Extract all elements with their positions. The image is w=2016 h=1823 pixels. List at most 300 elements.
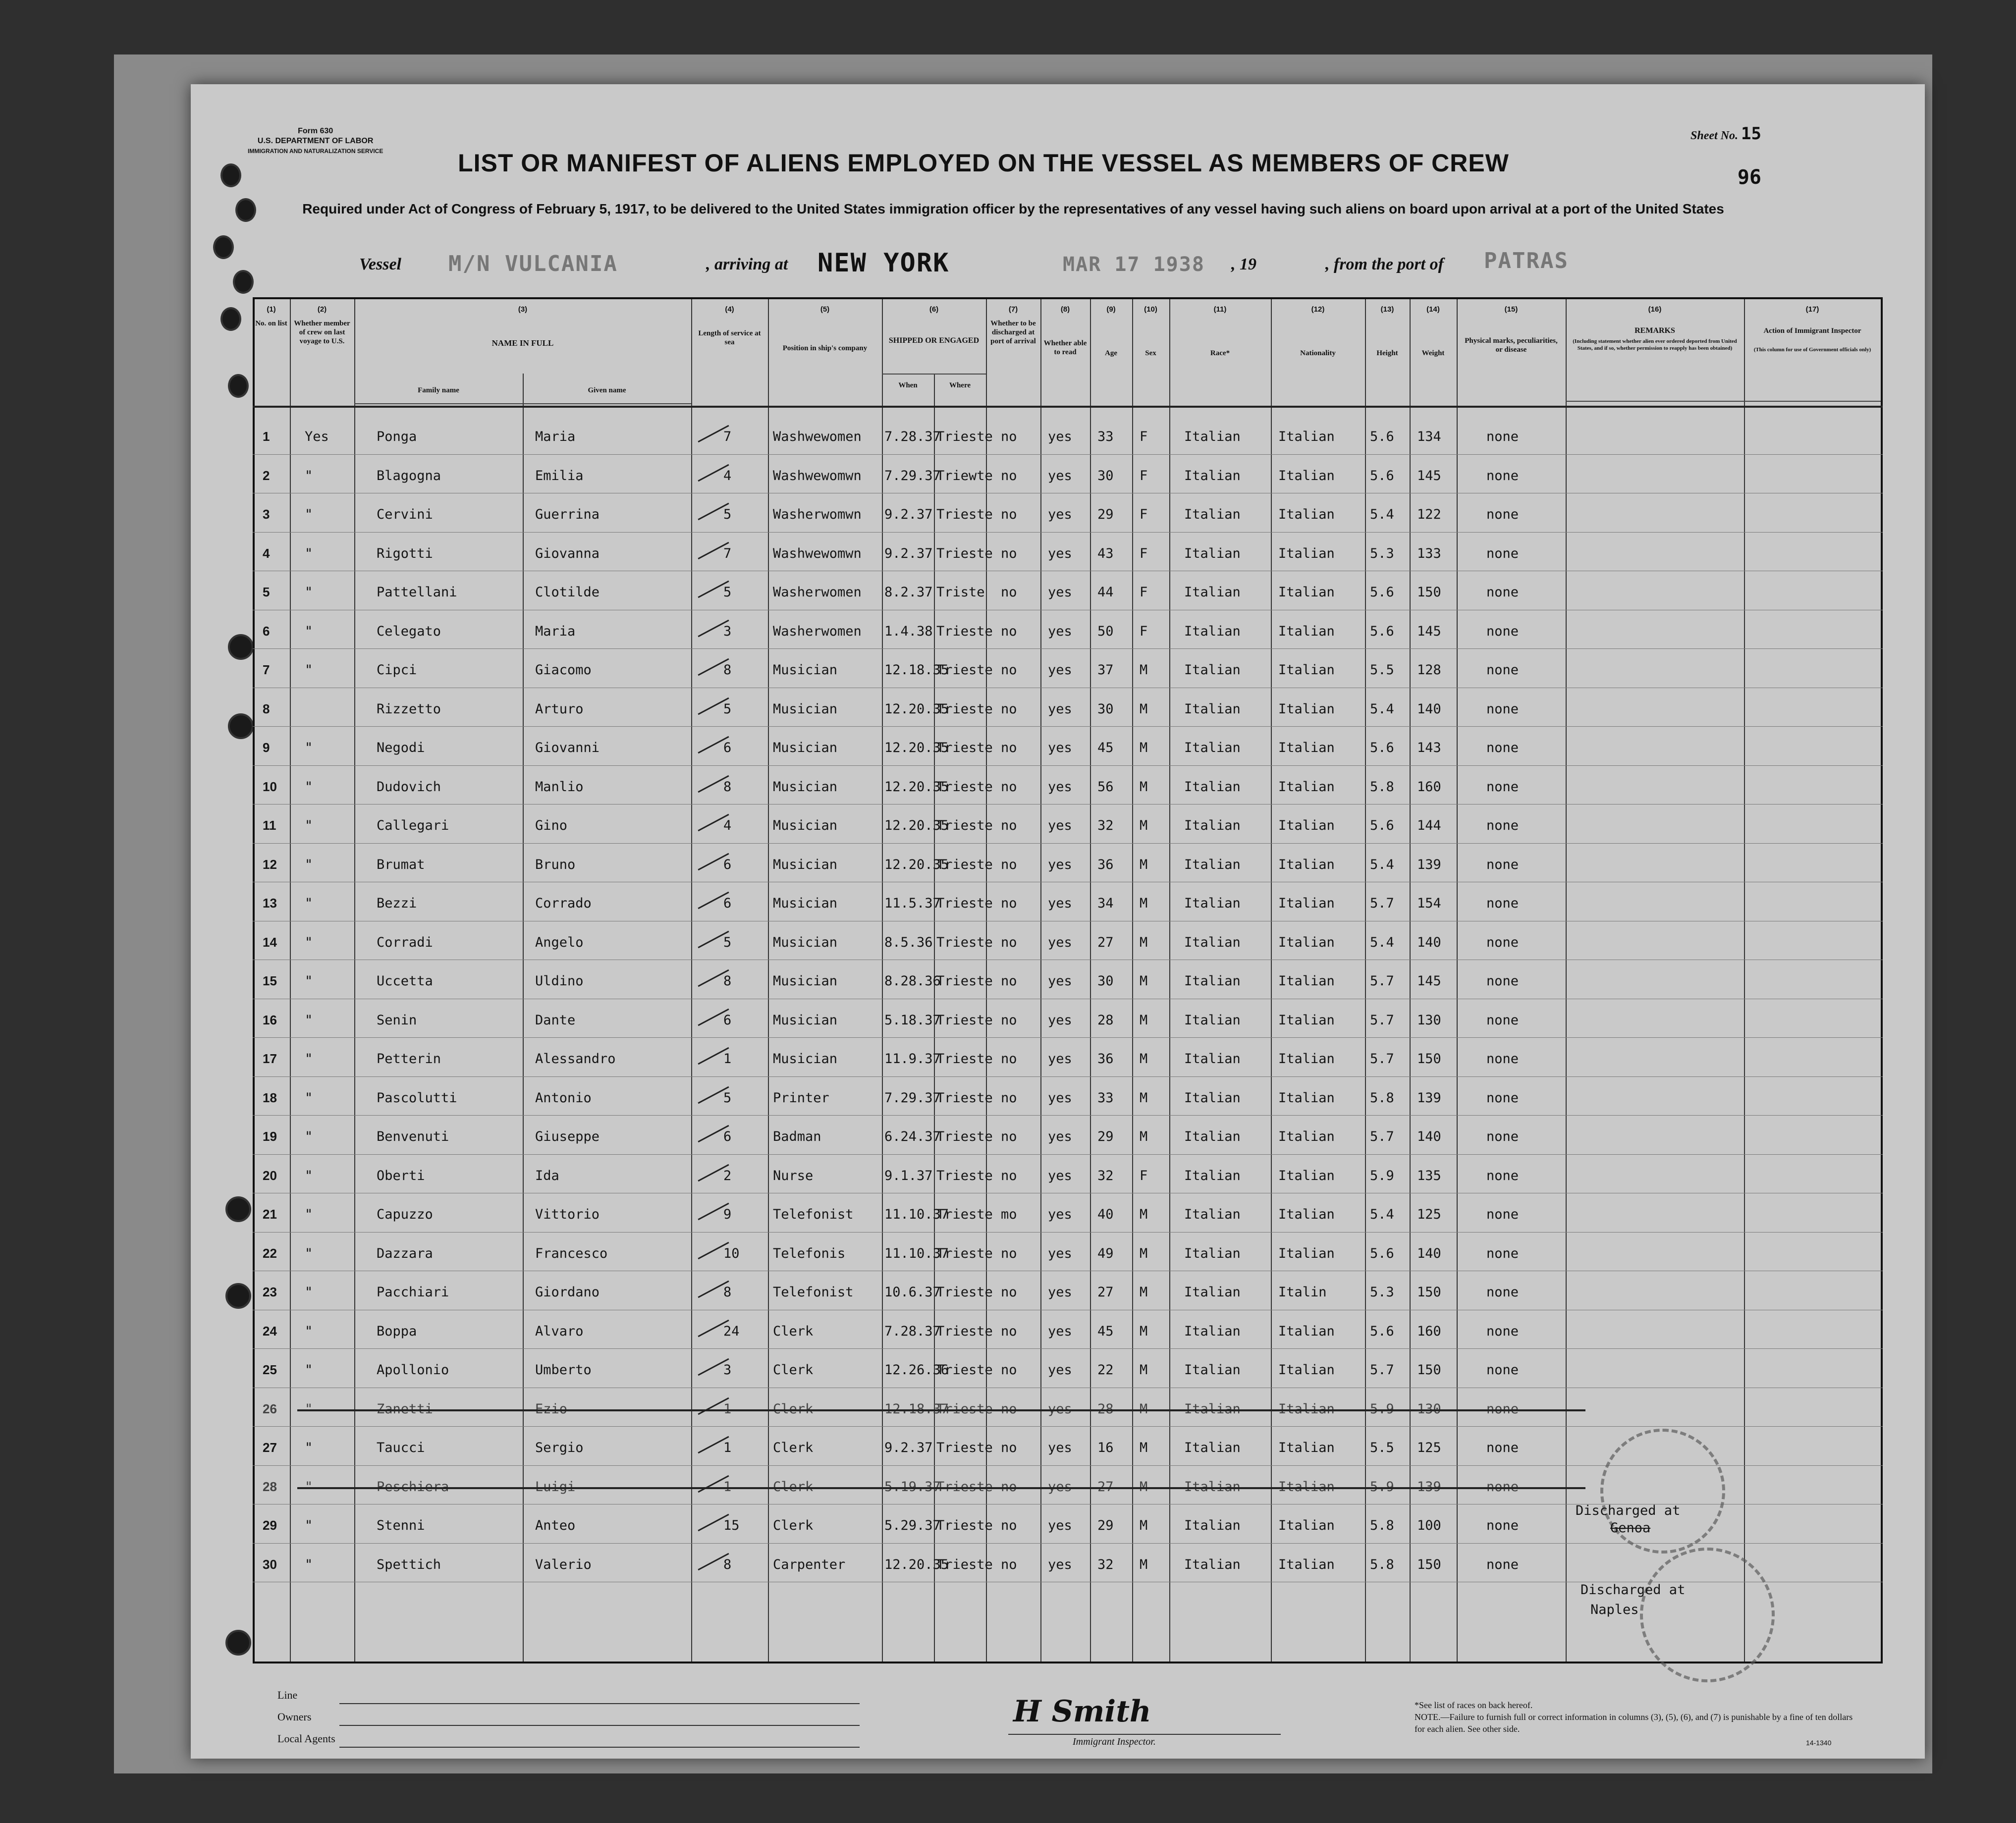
- sheet-number-value: 15: [1741, 124, 1761, 144]
- cell-prev: ": [305, 1362, 313, 1378]
- cell-given: Antonio: [535, 1090, 592, 1106]
- cell-disch: no: [1001, 507, 1017, 522]
- row-rule: [253, 1348, 1883, 1349]
- cell-where: Triewte: [936, 468, 993, 483]
- cell-marks: none: [1486, 1168, 1519, 1183]
- cell-age: 22: [1097, 1362, 1114, 1378]
- cell-marks: none: [1486, 973, 1519, 989]
- cell-given: Alvaro: [535, 1323, 584, 1339]
- cell-service: 4: [723, 468, 732, 483]
- cell-no: 11: [263, 818, 276, 833]
- cell-position: Clerk: [773, 1362, 814, 1378]
- cell-race: Italian: [1184, 1285, 1241, 1300]
- cell-when: 5.29.37: [884, 1518, 941, 1533]
- cell-prev: ": [305, 934, 313, 950]
- cell-disch: no: [1001, 1285, 1017, 1300]
- cell-nat: Italian: [1278, 662, 1335, 678]
- cell-when: 12.18.35: [884, 662, 949, 678]
- cell-sex: M: [1140, 1556, 1148, 1572]
- cell-height: 5.8: [1370, 1090, 1394, 1106]
- cell-weight: 150: [1417, 1285, 1441, 1300]
- cell-prev: ": [305, 818, 313, 833]
- cell-weight: 100: [1417, 1518, 1441, 1533]
- cell-race: Italian: [1184, 934, 1241, 950]
- footer-rule: [339, 1725, 860, 1726]
- cell-read: yes: [1048, 818, 1072, 833]
- cell-height: 5.7: [1370, 1362, 1394, 1378]
- cell-disch: no: [1001, 818, 1017, 833]
- cell-no: 8: [263, 701, 270, 716]
- cell-prev: ": [305, 507, 313, 522]
- cell-height: 5.8: [1370, 1518, 1394, 1533]
- cell-nat: Italian: [1278, 973, 1335, 989]
- cell-nat: Italian: [1278, 1090, 1335, 1106]
- row-rule: [253, 454, 1883, 455]
- cell-read: yes: [1048, 740, 1072, 755]
- cell-service: 8: [723, 1285, 732, 1300]
- cell-weight: 125: [1417, 1207, 1441, 1222]
- row-rule: [253, 648, 1883, 649]
- cell-family: Senin: [377, 1012, 417, 1028]
- arriving-port: NEW YORK: [817, 248, 950, 278]
- cell-prev: ": [305, 1440, 313, 1455]
- header-family-name: Family name: [418, 386, 459, 394]
- row-rule: [253, 1037, 1883, 1038]
- cell-when: 12.20.35: [884, 779, 949, 795]
- cell-marks: none: [1486, 1051, 1519, 1067]
- cell-race: Italian: [1184, 973, 1241, 989]
- cell-race: Italian: [1184, 1207, 1241, 1222]
- cell-height: 5.3: [1370, 545, 1394, 561]
- cell-height: 5.6: [1370, 623, 1394, 639]
- cell-where: Trieste: [936, 623, 993, 639]
- cell-height: 5.6: [1370, 429, 1394, 444]
- footer-owners-label: Owners: [277, 1711, 312, 1723]
- cell-age: 29: [1097, 1129, 1114, 1144]
- cell-marks: none: [1486, 1129, 1519, 1144]
- cell-read: yes: [1048, 973, 1072, 989]
- cell-race: Italian: [1184, 1168, 1241, 1183]
- header-previous-voyage: Whether member of crew on last voyage to U.S.: [294, 320, 350, 345]
- cell-marks: none: [1486, 779, 1519, 795]
- header-when: When: [898, 381, 918, 389]
- cell-marks: none: [1486, 1090, 1519, 1106]
- cell-marks: none: [1486, 429, 1519, 444]
- cell-given: Vittorio: [535, 1207, 600, 1222]
- cell-no: 13: [263, 896, 277, 911]
- cell-no: 29: [263, 1518, 277, 1533]
- cell-age: 29: [1097, 1518, 1114, 1533]
- column-number: (14): [1426, 305, 1440, 314]
- cell-service: 2: [723, 1168, 732, 1183]
- cell-age: 36: [1097, 857, 1114, 872]
- cell-where: Trieste: [936, 662, 993, 678]
- cell-marks: none: [1486, 662, 1519, 678]
- cell-nat: Italian: [1278, 1245, 1335, 1261]
- remark-discharged-port: Genoa: [1610, 1520, 1651, 1536]
- footer-line-label: Line: [277, 1689, 298, 1701]
- cell-where: Trieste: [936, 973, 993, 989]
- cell-weight: 154: [1417, 896, 1441, 911]
- cell-marks: none: [1486, 623, 1519, 639]
- cell-weight: 140: [1417, 934, 1441, 950]
- cell-given: Uldino: [535, 973, 584, 989]
- cell-weight: 150: [1417, 1362, 1441, 1378]
- cell-age: 27: [1097, 934, 1114, 950]
- cell-prev: ": [305, 1323, 313, 1339]
- column-number: (13): [1380, 305, 1394, 314]
- cell-family: Cervini: [377, 507, 433, 522]
- cell-race: Italian: [1184, 818, 1241, 833]
- crew-table: [253, 297, 1883, 1663]
- cell-sex: M: [1140, 818, 1148, 833]
- row-rule: [253, 1232, 1883, 1233]
- cell-prev: ": [305, 740, 313, 755]
- cell-sex: M: [1140, 1285, 1148, 1300]
- cell-disch: no: [1001, 1051, 1017, 1067]
- cell-where: Trieste: [936, 740, 993, 755]
- cell-read: yes: [1048, 857, 1072, 872]
- cell-position: Musician: [773, 1012, 838, 1028]
- cell-prev: ": [305, 1245, 313, 1261]
- cell-given: Francesco: [535, 1245, 608, 1261]
- header-service-length: Length of service at sea: [698, 329, 761, 346]
- cell-marks: none: [1486, 934, 1519, 950]
- cell-when: 12.20.35: [884, 740, 949, 755]
- cell-when: 8.5.36: [884, 934, 933, 950]
- cell-read: yes: [1048, 429, 1072, 444]
- cell-nat: Italian: [1278, 701, 1335, 717]
- cell-when: 5.18.37: [884, 1012, 941, 1028]
- cell-disch: no: [1001, 545, 1017, 561]
- cell-position: Badman: [773, 1129, 821, 1144]
- cell-position: Telefonist: [773, 1207, 854, 1222]
- cell-service: 8: [723, 779, 732, 795]
- column-number: (8): [1060, 305, 1070, 314]
- cell-marks: none: [1486, 1518, 1519, 1533]
- cell-marks: none: [1486, 468, 1519, 483]
- binder-hole-icon: [228, 374, 249, 398]
- form-number: Form 630: [298, 127, 333, 135]
- cell-nat: Italian: [1278, 1051, 1335, 1067]
- cell-race: Italian: [1184, 1012, 1241, 1028]
- binder-hole-icon: [235, 198, 256, 222]
- header-read: Whether able to read: [1043, 339, 1087, 356]
- cell-weight: 125: [1417, 1440, 1441, 1455]
- cell-nat: Italin: [1278, 1285, 1327, 1300]
- cell-service: 5: [723, 701, 732, 717]
- cell-sex: M: [1140, 1245, 1148, 1261]
- cell-given: Ida: [535, 1168, 559, 1183]
- cell-disch: mo: [1001, 1207, 1017, 1222]
- cell-age: 43: [1097, 545, 1114, 561]
- cell-service: 6: [723, 1012, 732, 1028]
- cell-service: 8: [723, 1556, 732, 1572]
- signature-rule: [1008, 1734, 1281, 1735]
- cell-weight: 140: [1417, 1245, 1441, 1261]
- cell-height: 5.4: [1370, 934, 1394, 950]
- cell-when: 12.26.36: [884, 1362, 949, 1378]
- cell-sex: F: [1140, 507, 1148, 522]
- cell-when: 8.2.37: [884, 585, 933, 600]
- cell-age: 30: [1097, 973, 1114, 989]
- cell-when: 7.29.37: [884, 1090, 941, 1106]
- header-shipped-engaged: SHIPPED OR ENGAGED: [888, 336, 980, 345]
- cell-where: Trieste: [936, 1362, 993, 1378]
- header-height: Height: [1376, 349, 1398, 357]
- cell-where: Trieste: [936, 545, 993, 561]
- cell-race: Italian: [1184, 701, 1241, 717]
- official-seal-icon: [1640, 1548, 1775, 1682]
- cell-race: Italian: [1184, 1518, 1241, 1533]
- cell-nat: Italian: [1278, 1012, 1335, 1028]
- header-position: Position in ship's company: [782, 344, 868, 352]
- cell-no: 30: [263, 1556, 277, 1572]
- cell-marks: none: [1486, 1556, 1519, 1572]
- cell-where: Trieste: [936, 429, 993, 444]
- cell-height: 5.7: [1370, 896, 1394, 911]
- cell-read: yes: [1048, 1323, 1072, 1339]
- header-where: Where: [949, 381, 971, 389]
- row-rule: [253, 726, 1883, 727]
- cell-prev: ": [305, 468, 313, 483]
- cell-no: 20: [263, 1168, 277, 1183]
- cell-read: yes: [1048, 1090, 1072, 1106]
- cell-position: Musician: [773, 662, 838, 678]
- cell-service: 15: [723, 1518, 740, 1533]
- cell-nat: Italian: [1278, 1440, 1335, 1455]
- cell-weight: 140: [1417, 701, 1441, 717]
- cell-when: 12.20.35: [884, 1556, 949, 1572]
- vessel-name: M/N VULCANIA: [448, 251, 618, 276]
- cell-weight: 144: [1417, 818, 1441, 833]
- cell-sex: M: [1140, 973, 1148, 989]
- cell-read: yes: [1048, 623, 1072, 639]
- cell-height: 5.4: [1370, 507, 1394, 522]
- cell-height: 5.3: [1370, 1285, 1394, 1300]
- cell-prev: ": [305, 1285, 313, 1300]
- cell-given: Angelo: [535, 934, 584, 950]
- cell-where: Trieste: [936, 1245, 993, 1261]
- cell-no: 5: [263, 585, 270, 599]
- cell-age: 34: [1097, 896, 1114, 911]
- strikethrough-line: [297, 1409, 1585, 1411]
- cell-family: Oberti: [377, 1168, 425, 1183]
- arriving-label: , arriving at: [706, 255, 788, 273]
- cell-age: 49: [1097, 1245, 1114, 1261]
- header-name-in-full: NAME IN FULL: [491, 338, 554, 348]
- cell-disch: no: [1001, 1556, 1017, 1572]
- cell-race: Italian: [1184, 1440, 1241, 1455]
- cell-family: Corradi: [377, 934, 433, 950]
- cell-family: Dazzara: [377, 1245, 433, 1261]
- cell-position: Musician: [773, 934, 838, 950]
- cell-position: Washerwomen: [773, 623, 862, 639]
- footer-rule: [339, 1747, 860, 1748]
- cell-nat: Italian: [1278, 468, 1335, 483]
- cell-given: Bruno: [535, 857, 576, 872]
- cell-family: Bezzi: [377, 896, 417, 911]
- cell-when: 7.28.37: [884, 429, 941, 444]
- cell-race: Italian: [1184, 1323, 1241, 1339]
- column-number: (9): [1106, 305, 1116, 314]
- cell-no: 10: [263, 779, 277, 794]
- cell-race: Italian: [1184, 507, 1241, 522]
- cell-when: 9.2.37: [884, 1440, 933, 1455]
- cell-position: Musician: [773, 779, 838, 795]
- cell-marks: none: [1486, 1245, 1519, 1261]
- header-inspector-action: Action of Immigrant Inspector: [1763, 327, 1861, 335]
- remark-discharged-port: Naples: [1590, 1602, 1639, 1617]
- cell-nat: Italian: [1278, 1168, 1335, 1183]
- cell-sex: M: [1140, 934, 1148, 950]
- cell-height: 5.4: [1370, 701, 1394, 717]
- cell-marks: none: [1486, 545, 1519, 561]
- cell-nat: Italian: [1278, 934, 1335, 950]
- binder-hole-icon: [225, 1196, 251, 1222]
- cell-family: Pacchiari: [377, 1285, 449, 1300]
- row-rule: [253, 532, 1883, 533]
- cell-given: Dante: [535, 1012, 576, 1028]
- cell-where: Trieste: [936, 1051, 993, 1067]
- cell-given: Anteo: [535, 1518, 576, 1533]
- cell-no: 2: [263, 468, 270, 483]
- cell-marks: none: [1486, 740, 1519, 755]
- cell-no: 6: [263, 623, 270, 639]
- cell-age: 37: [1097, 662, 1114, 678]
- cell-position: Clerk: [773, 1518, 814, 1533]
- cell-marks: none: [1486, 585, 1519, 600]
- cell-nat: Italian: [1278, 429, 1335, 444]
- cell-age: 28: [1097, 1012, 1114, 1028]
- cell-nat: Italian: [1278, 1207, 1335, 1222]
- cell-age: 32: [1097, 1168, 1114, 1183]
- remark-discharged: Discharged at: [1580, 1582, 1686, 1598]
- vessel-line: [359, 248, 1697, 285]
- footer-notes: [1415, 1699, 1860, 1735]
- cell-age: 44: [1097, 585, 1114, 600]
- cell-height: 5.8: [1370, 779, 1394, 795]
- department-name: U.S. DEPARTMENT OF LABOR: [257, 137, 374, 145]
- cell-age: 33: [1097, 1090, 1114, 1106]
- cell-family: Celegato: [377, 623, 441, 639]
- cell-service: 5: [723, 1090, 732, 1106]
- cell-disch: no: [1001, 701, 1017, 717]
- cell-position: Washwewomwn: [773, 545, 862, 561]
- cell-when: 1.4.38: [884, 623, 933, 639]
- cell-nat: Italian: [1278, 857, 1335, 872]
- cell-no: 22: [263, 1245, 277, 1261]
- cell-given: Valerio: [535, 1556, 592, 1572]
- cell-disch: no: [1001, 1129, 1017, 1144]
- cell-service: 5: [723, 585, 732, 600]
- row-rule: [253, 765, 1883, 766]
- cell-prev: ": [305, 1518, 313, 1533]
- cell-height: 5.6: [1370, 1245, 1394, 1261]
- cell-where: Trieste: [936, 1518, 993, 1533]
- cell-prev: ": [305, 973, 313, 989]
- binder-hole-icon: [228, 713, 254, 739]
- cell-age: 27: [1097, 1285, 1114, 1300]
- cell-position: Clerk: [773, 1440, 814, 1455]
- cell-sex: M: [1140, 1518, 1148, 1533]
- cell-no: 4: [263, 545, 270, 561]
- cell-position: Musician: [773, 973, 838, 989]
- cell-sex: F: [1140, 1168, 1148, 1183]
- cell-race: Italian: [1184, 623, 1241, 639]
- cell-race: Italian: [1184, 1556, 1241, 1572]
- cell-disch: no: [1001, 468, 1017, 483]
- cell-no: 9: [263, 740, 270, 755]
- cell-read: yes: [1048, 1168, 1072, 1183]
- cell-position: Carpenter: [773, 1556, 846, 1572]
- cell-weight: 139: [1417, 857, 1441, 872]
- cell-when: 7.29.37: [884, 468, 941, 483]
- cell-where: Trieste: [936, 701, 993, 717]
- cell-service: 6: [723, 740, 732, 755]
- cell-when: 11.10.37: [884, 1207, 949, 1222]
- cell-when: 10.6.37: [884, 1285, 941, 1300]
- cell-given: Guerrina: [535, 507, 600, 522]
- cell-disch: no: [1001, 740, 1017, 755]
- cell-service: 8: [723, 973, 732, 989]
- cell-given: Maria: [535, 623, 576, 639]
- cell-position: Washwewomwn: [773, 468, 862, 483]
- cell-read: yes: [1048, 507, 1072, 522]
- cell-height: 5.5: [1370, 1440, 1394, 1455]
- cell-sex: F: [1140, 545, 1148, 561]
- cell-sex: M: [1140, 1129, 1148, 1144]
- cell-service: 6: [723, 1129, 732, 1144]
- cell-prev: ": [305, 662, 313, 678]
- header-age: Age: [1105, 349, 1117, 357]
- cell-service: 3: [723, 1362, 732, 1378]
- cell-service: 6: [723, 896, 732, 911]
- cell-family: Negodi: [377, 740, 425, 755]
- cell-age: 45: [1097, 1323, 1114, 1339]
- from-label: , from the port of: [1325, 255, 1444, 273]
- cell-service: 4: [723, 818, 732, 833]
- cell-weight: 135: [1417, 1168, 1441, 1183]
- cell-sex: M: [1140, 1012, 1148, 1028]
- cell-age: 32: [1097, 1556, 1114, 1572]
- cell-prev: ": [305, 545, 313, 561]
- cell-disch: no: [1001, 662, 1017, 678]
- cell-where: Trieste: [936, 1440, 993, 1455]
- cell-prev: ": [305, 1090, 313, 1106]
- cell-marks: none: [1486, 1323, 1519, 1339]
- cell-service: 7: [723, 429, 732, 444]
- cell-sex: F: [1140, 585, 1148, 600]
- cell-weight: 160: [1417, 779, 1441, 795]
- cell-disch: no: [1001, 1012, 1017, 1028]
- cell-nat: Italian: [1278, 623, 1335, 639]
- cell-age: 30: [1097, 468, 1114, 483]
- cell-read: yes: [1048, 1012, 1072, 1028]
- cell-height: 5.4: [1370, 1207, 1394, 1222]
- page-subtitle: Required under Act of Congress of February 5, 1917, to be delivered to the United States immigration officer by the representatives of any vessel having such aliens on board upon arrival at a port of the United States: [302, 201, 1724, 216]
- column-number: (1): [267, 305, 276, 314]
- cell-no: 26: [263, 1401, 277, 1416]
- header-remarks-detail: (Including statement whether alien ever ordered deported from United States, and if so, whether permission to reapply has been obtained): [1573, 338, 1737, 351]
- cell-no: 25: [263, 1362, 277, 1377]
- cell-where: Trieste: [936, 779, 993, 795]
- cell-age: 33: [1097, 429, 1114, 444]
- cell-nat: Italian: [1278, 818, 1335, 833]
- cell-given: Emilia: [535, 468, 584, 483]
- cell-position: Musician: [773, 818, 838, 833]
- column-number: (5): [820, 305, 830, 314]
